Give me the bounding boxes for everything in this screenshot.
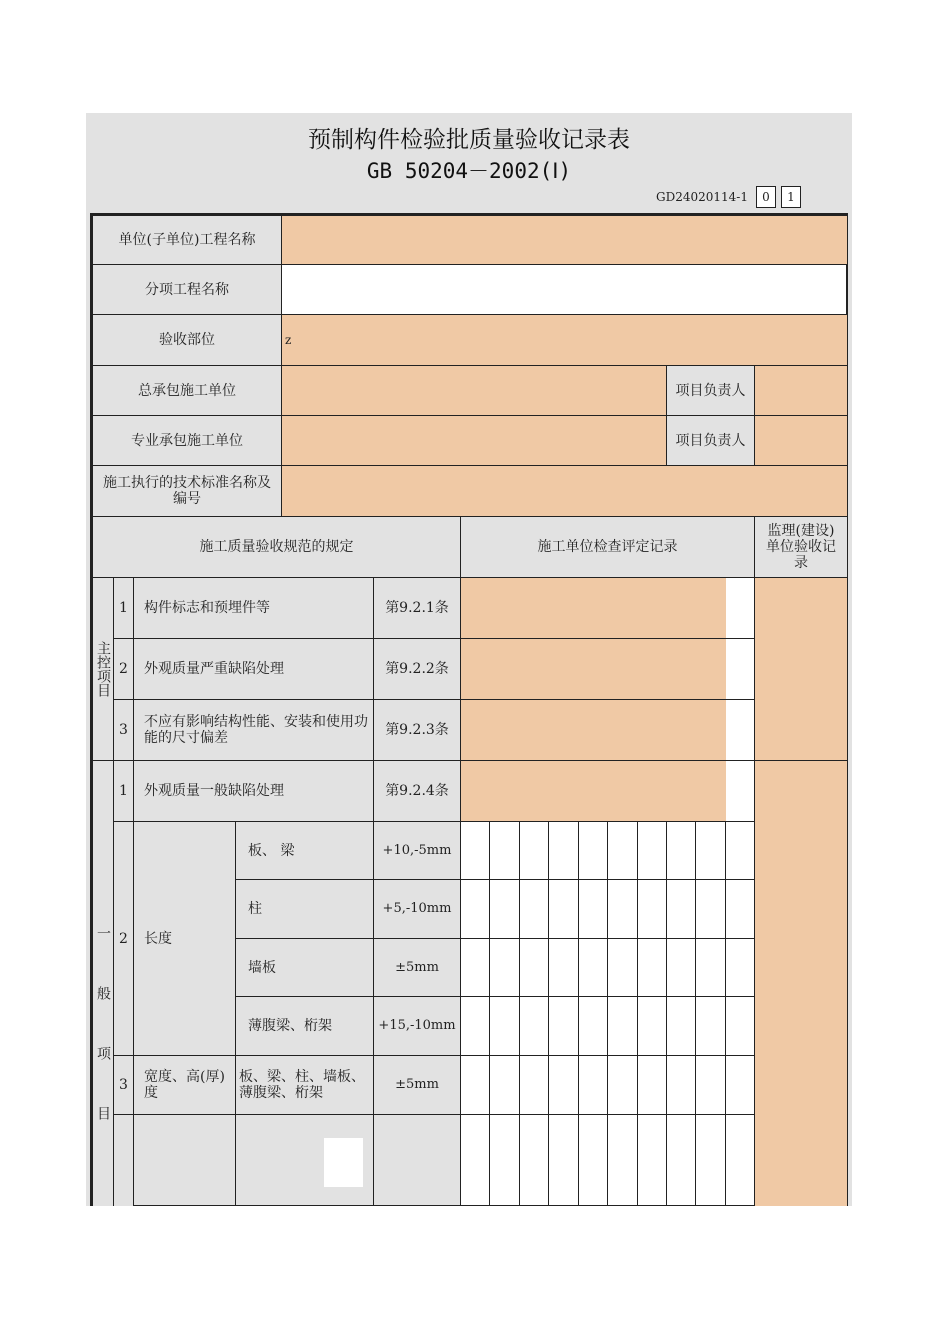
measurement-cell[interactable] — [696, 1056, 726, 1115]
measurement-cell[interactable] — [549, 939, 579, 997]
general-item-desc: 宽度、高(厚)度 — [134, 1056, 236, 1115]
measurement-cell[interactable] — [520, 939, 549, 997]
main-item-desc: 不应有影响结构性能、安装和使用功能的尺寸偏差 — [134, 700, 374, 761]
measurement-cell[interactable] — [579, 997, 608, 1056]
measurement-cell[interactable] — [461, 939, 490, 997]
main-item-result[interactable] — [726, 639, 755, 700]
general-item-no: 1 — [114, 761, 134, 822]
length-row-tolerance: ±5mm — [374, 939, 461, 997]
measurement-cell[interactable] — [638, 939, 667, 997]
general-item-no: 2 — [114, 822, 134, 1056]
main-control-supervision-input[interactable] — [755, 578, 848, 761]
doc-code: GD24020114-1 — [656, 190, 748, 204]
measurement-cell[interactable] — [579, 1115, 608, 1206]
general-item-check-input[interactable] — [461, 761, 726, 822]
measurement-cell[interactable] — [696, 1115, 726, 1206]
measurement-cell[interactable] — [696, 997, 726, 1056]
general-group-text: 一般项目 — [95, 926, 111, 1166]
unit-project-label: 单位(子单位)工程名称 — [93, 216, 282, 265]
measurement-cell[interactable] — [667, 822, 696, 880]
project-manager-label-2: 项目负责人 — [667, 416, 755, 466]
acceptance-part-input[interactable]: z — [282, 315, 848, 366]
general-item-no-next — [114, 1115, 134, 1206]
length-row-tolerance: +15,-10mm — [374, 997, 461, 1056]
main-item-clause: 第9.2.3条 — [374, 700, 461, 761]
length-row-name: 板、 梁 — [236, 822, 374, 880]
measurement-cell[interactable] — [461, 1056, 490, 1115]
main-control-group-text: 主控项目 — [95, 641, 111, 697]
unit-project-input[interactable] — [282, 216, 848, 265]
measurement-cell[interactable] — [608, 822, 638, 880]
general-item-desc: 长度 — [134, 822, 236, 1056]
measurement-cell[interactable] — [520, 997, 549, 1056]
project-manager-label-1: 项目负责人 — [667, 366, 755, 416]
measurement-cell[interactable] — [726, 997, 755, 1056]
main-item-clause: 第9.2.2条 — [374, 639, 461, 700]
general-item-clause: 第9.2.4条 — [374, 761, 461, 822]
measurement-cell[interactable] — [638, 1115, 667, 1206]
general-item-result[interactable] — [726, 761, 755, 822]
measurement-cell[interactable] — [726, 939, 755, 997]
measurement-cell[interactable] — [549, 1115, 579, 1206]
subitem-label: 分项工程名称 — [93, 265, 282, 315]
blank-image-placeholder — [324, 1138, 363, 1187]
general-contractor-input[interactable] — [282, 366, 667, 416]
main-item-desc: 外观质量严重缺陷处理 — [134, 639, 374, 700]
measurement-cell[interactable] — [490, 880, 520, 939]
measurement-cell[interactable] — [696, 880, 726, 939]
measurement-cell[interactable] — [549, 997, 579, 1056]
length-row-name: 柱 — [236, 880, 374, 939]
supervision-header: 监理(建设)单位验收记录 — [755, 517, 848, 578]
measurement-cell[interactable] — [638, 822, 667, 880]
measurement-cell[interactable] — [490, 822, 520, 880]
sub-contractor-label: 专业承包施工单位 — [93, 416, 282, 466]
measurement-cell[interactable] — [461, 997, 490, 1056]
measurement-cell[interactable] — [461, 822, 490, 880]
measurement-cell[interactable] — [549, 1056, 579, 1115]
measurement-cell[interactable] — [608, 939, 638, 997]
measurement-cell[interactable] — [608, 880, 638, 939]
main-item-check-input[interactable] — [461, 700, 726, 761]
measurement-cell[interactable] — [667, 880, 696, 939]
sub-contractor-input[interactable] — [282, 416, 667, 466]
measurement-cell[interactable] — [667, 1056, 696, 1115]
general-item-desc-next — [134, 1115, 236, 1206]
length-row-name: 墙板 — [236, 939, 374, 997]
general-group-label — [93, 761, 114, 1206]
measurement-cell[interactable] — [638, 880, 667, 939]
doc-code-box-1[interactable]: 0 — [756, 186, 776, 208]
form-title: 预制构件检验批质量验收记录表 — [308, 127, 630, 153]
main-item-desc: 构件标志和预埋件等 — [134, 578, 374, 639]
standard-number: GB 50204－2002(Ⅰ) — [366, 159, 572, 183]
measurement-cell[interactable] — [667, 939, 696, 997]
measurement-cell[interactable] — [667, 997, 696, 1056]
measurement-cell[interactable] — [490, 997, 520, 1056]
main-item-no: 3 — [114, 700, 134, 761]
measurement-cell[interactable] — [520, 1115, 549, 1206]
measurement-cell[interactable] — [608, 997, 638, 1056]
general-supervision-input[interactable] — [755, 761, 848, 1206]
measurement-cell[interactable] — [579, 822, 608, 880]
general-item-desc: 外观质量一般缺陷处理 — [134, 761, 374, 822]
measurement-cell[interactable] — [726, 822, 755, 880]
tech-standard-input[interactable] — [282, 466, 848, 517]
project-manager-input-1[interactable] — [755, 366, 848, 416]
width-row-name: 板、梁、柱、墙板、薄腹梁、桁架 — [236, 1056, 374, 1115]
spec-header: 施工质量验收规范的规定 — [93, 517, 461, 578]
main-item-no: 1 — [114, 578, 134, 639]
measurement-cell[interactable] — [579, 939, 608, 997]
measurement-cell[interactable] — [520, 822, 549, 880]
project-manager-input-2[interactable] — [755, 416, 848, 466]
main-control-group-label — [93, 578, 114, 761]
measurement-cell[interactable] — [696, 822, 726, 880]
tech-standard-label: 施工执行的技术标准名称及编号 — [93, 466, 282, 517]
measurement-cell[interactable] — [726, 1115, 755, 1206]
measurement-cell[interactable] — [696, 939, 726, 997]
general-contractor-label: 总承包施工单位 — [93, 366, 282, 416]
main-item-clause: 第9.2.1条 — [374, 578, 461, 639]
general-item-no: 3 — [114, 1056, 134, 1115]
subitem-input[interactable] — [282, 265, 848, 315]
measurement-cell[interactable] — [520, 1056, 549, 1115]
length-row-tolerance: +5,-10mm — [374, 880, 461, 939]
measurement-cell[interactable] — [726, 880, 755, 939]
measurement-cell[interactable] — [490, 1056, 520, 1115]
measurement-cell[interactable] — [667, 1115, 696, 1206]
next-row-tolerance — [374, 1115, 461, 1206]
main-item-no: 2 — [114, 639, 134, 700]
measurement-cell[interactable] — [549, 822, 579, 880]
measurement-cell[interactable] — [490, 1115, 520, 1206]
length-row-name: 薄腹梁、桁架 — [236, 997, 374, 1056]
measurement-cell[interactable] — [638, 997, 667, 1056]
main-item-check-input[interactable] — [461, 578, 726, 639]
acceptance-part-label: 验收部位 — [93, 315, 282, 366]
doc-code-box-2[interactable]: 1 — [781, 186, 801, 208]
measurement-cell[interactable] — [520, 880, 549, 939]
measurement-cell[interactable] — [608, 1056, 638, 1115]
measurement-cell[interactable] — [579, 880, 608, 939]
measurement-cell[interactable] — [608, 1115, 638, 1206]
measurement-cell[interactable] — [549, 880, 579, 939]
measurement-cell[interactable] — [726, 1056, 755, 1115]
main-item-result[interactable] — [726, 578, 755, 639]
main-item-check-input[interactable] — [461, 639, 726, 700]
measurement-cell[interactable] — [461, 880, 490, 939]
measurement-cell[interactable] — [638, 1056, 667, 1115]
measurement-cell[interactable] — [461, 1115, 490, 1206]
length-row-tolerance: +10,-5mm — [374, 822, 461, 880]
main-item-result[interactable] — [726, 700, 755, 761]
check-record-header: 施工单位检查评定记录 — [461, 517, 755, 578]
measurement-cell[interactable] — [490, 939, 520, 997]
measurement-cell[interactable] — [579, 1056, 608, 1115]
width-row-tolerance: ±5mm — [374, 1056, 461, 1115]
